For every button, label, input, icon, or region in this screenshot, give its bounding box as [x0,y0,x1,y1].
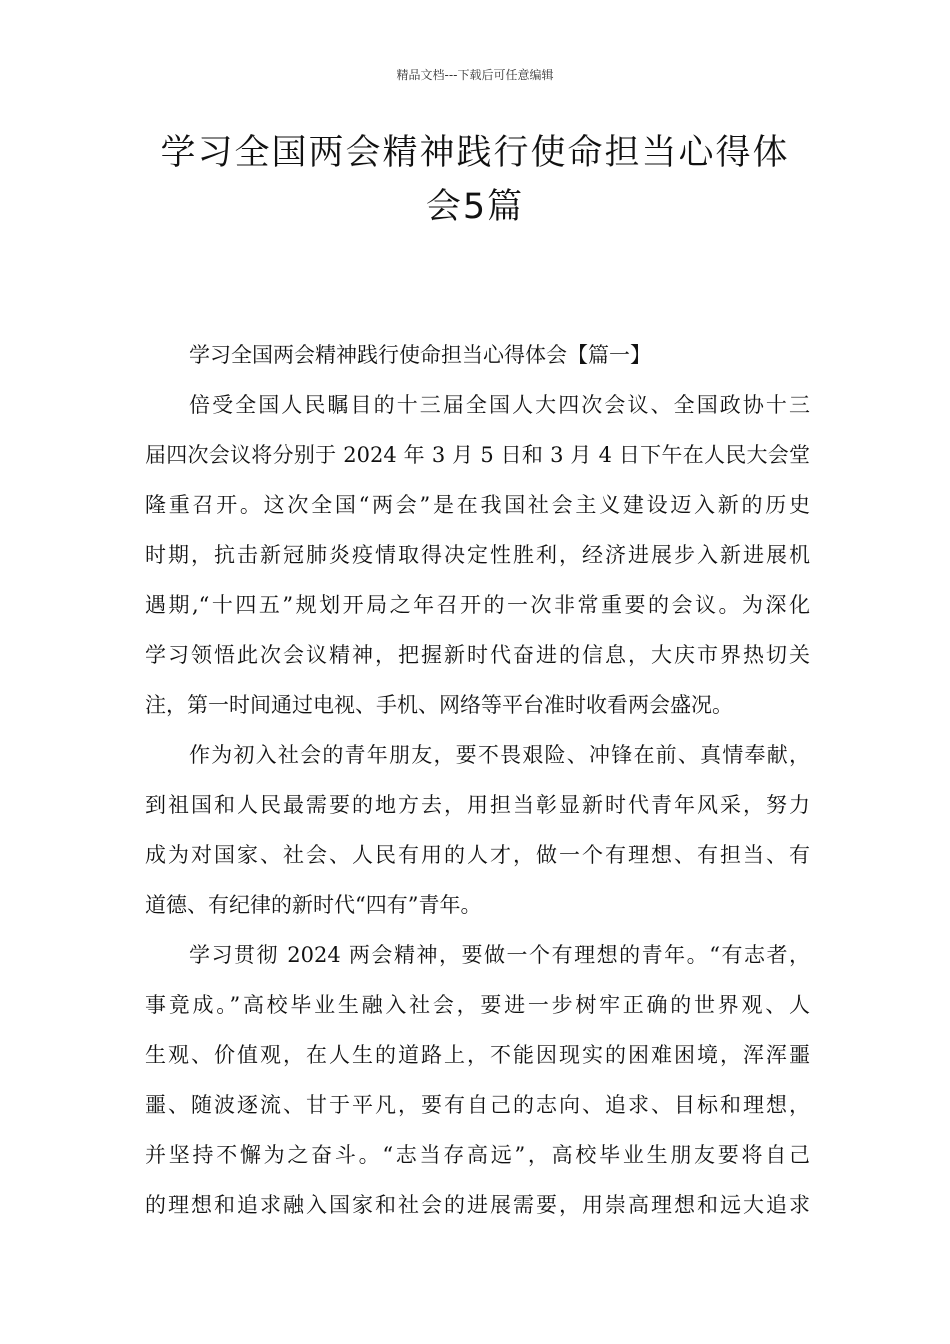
paragraph-line: 作为初入社会的青年朋友，要不畏艰险、冲锋在前、真情奉献， [189,743,810,767]
paragraph-line: 届四次会议将分别于 2024 年 3 月 5 日和 3 月 4 日下午在人民大会堂 [145,443,810,467]
paragraph-line: 学习贯彻 2024 两会精神，要做一个有理想的青年。“有志者， [189,943,810,967]
paragraph-line: 隆重召开。这次全国“两会”是在我国社会主义建设迈入新的历史 [145,493,810,517]
paragraph-line: 生观、价值观，在人生的道路上，不能因现实的困难困境，浑浑噩 [145,1043,810,1067]
paragraph-line: 学习领悟此次会议精神，把握新时代奋进的信息，大庆市界热切关 [145,643,810,667]
section-heading: 学习全国两会精神践行使命担当心得体会【篇一】 [189,343,651,367]
paragraph-line: 倍受全国人民瞩目的十三届全国人大四次会议、全国政协十三 [189,393,810,417]
paragraph-line: 道德、有纪律的新时代“四有”青年。 [145,893,482,917]
document-body [145,330,810,1230]
paragraph-2 [145,730,810,930]
paragraph-line: 事竟成。”高校毕业生融入社会，要进一步树牢正确的世界观、人 [145,993,810,1017]
paragraph-1 [145,380,810,730]
document-title [60,126,890,234]
paragraph-line: 噩、随波逐流、甘于平凡，要有自己的志向、追求、目标和理想， [145,1093,810,1117]
paragraph-line: 时期，抗击新冠肺炎疫情取得决定性胜利，经济进展步入新进展机 [145,543,810,567]
paragraph-line: 注，第一时间通过电视、手机、网络等平台准时收看两会盛况。 [145,693,733,717]
paragraph-3 [145,930,810,1230]
paragraph-line: 到祖国和人民最需要的地方去，用担当彰显新时代青年风采，努力 [145,793,810,817]
paragraph-line: 的理想和追求融入国家和社会的进展需要，用崇高理想和远大追求 [145,1193,810,1217]
header-note: 精品文档---下载后可任意编辑 [396,68,554,82]
paragraph-line: 成为对国家、社会、人民有用的人才，做一个有理想、有担当、有 [145,843,810,867]
paragraph-line: 并坚持不懈为之奋斗。“志当存高远”，高校毕业生朋友要将自己 [145,1143,810,1167]
title-line-2: 会5篇 [425,187,525,227]
title-line-1: 学习全国两会精神践行使命担当心得体 [160,133,790,173]
paragraph-line: 遇期,“十四五”规划开局之年召开的一次非常重要的会议。为深化 [145,593,810,617]
